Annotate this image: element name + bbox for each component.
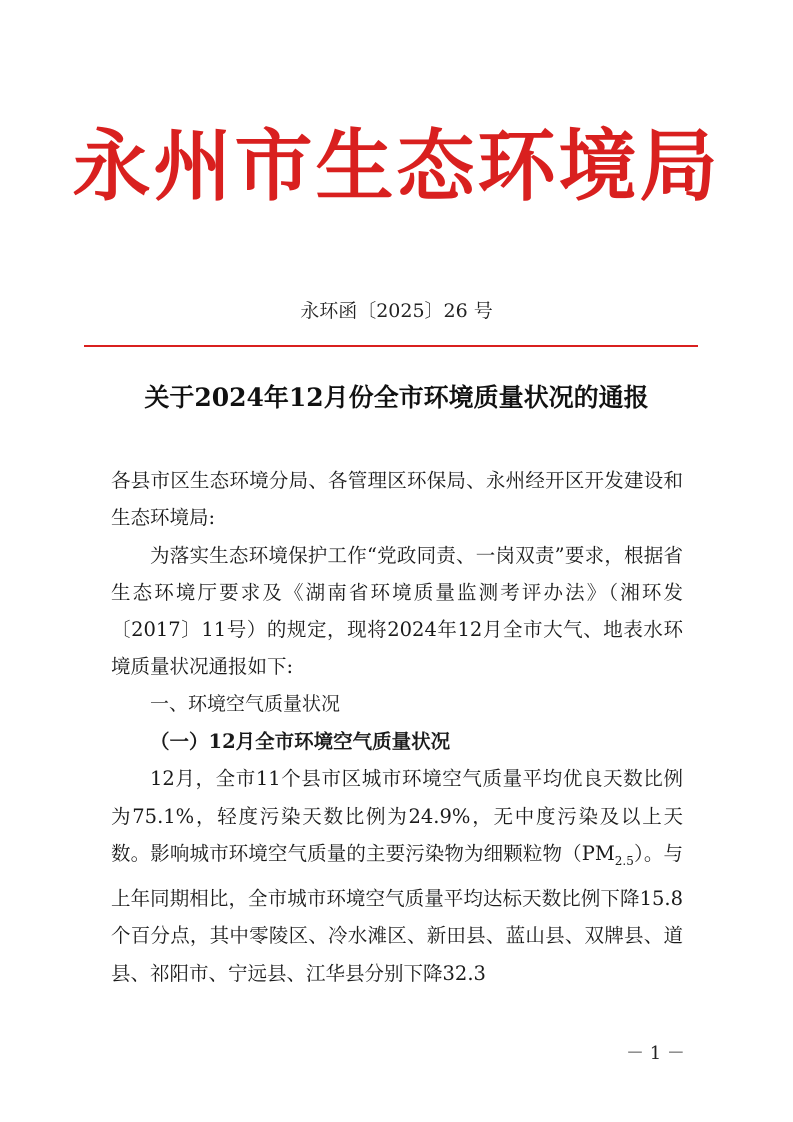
air-quality-paragraph	[111, 760, 683, 992]
section-heading: 一、环境空气质量状况	[150, 692, 341, 715]
air-quality-text-part2: ）。与上年同期相比，全市城市环境空气质量平均达标天数比例下降15.8个百分点，其中零陵区、冷水滩区、新田县、蓝山县、双牌县、道县、祁阳市、宁远县、江华县分别下降32.3	[111, 841, 683, 985]
subsection-heading: （一）12月全市环境空气质量状况	[150, 730, 451, 754]
document-title: 关于2024年12月份全市环境质量状况的通报	[144, 383, 649, 412]
document-number: 永环函〔2025〕26 号	[300, 300, 493, 322]
letterhead-divider	[84, 345, 698, 347]
agency-letterhead: 永州市生态环境局	[72, 121, 721, 212]
intro-paragraph: 为落实生态环境保护工作“党政同责、一岗双责”要求，根据省生态环境厅要求及《湖南省环境质量监测考评办法》（湘环发〔2017〕11号）的规定，现将2024年12月全市大气、地表水环境质量状况通报如下:	[111, 543, 683, 679]
pm-subscript: 2.5	[614, 853, 634, 868]
recipients-paragraph: 各县市区生态环境分局、各管理区环保局、永州经开区开发建设和生态环境局:	[111, 469, 683, 530]
air-quality-text-part1: 12月，全市11个县市区城市环境空气质量平均优良天数比例为75.1%，轻度污染天数比例为24.9%，无中度污染及以上天数。影响城市环境空气质量的主要污染物为细颗粒物（PM	[111, 767, 683, 865]
document-body	[111, 462, 683, 992]
page-number: － 1 －	[626, 1043, 685, 1064]
